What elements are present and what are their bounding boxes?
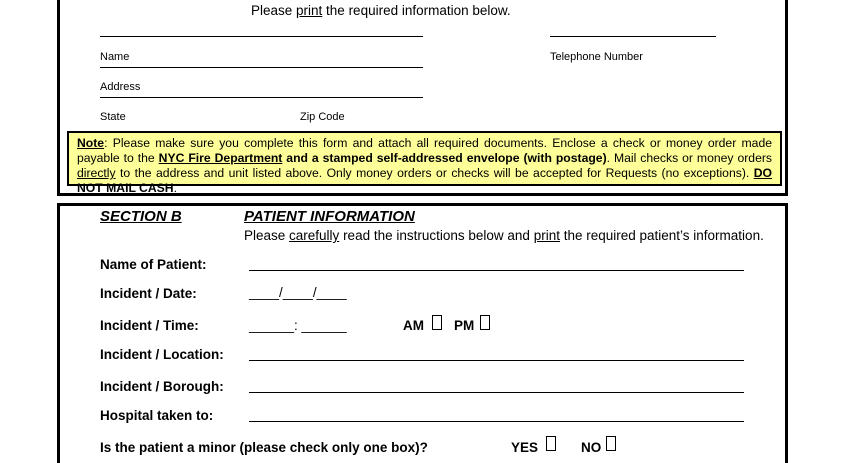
do-not-mail-cash: DO NOT MAIL CASH	[77, 166, 772, 195]
state-zip-field[interactable]	[100, 97, 423, 98]
fdny-text: NYC Fire Department	[158, 151, 283, 165]
section-b-title: PATIENT INFORMATION	[244, 208, 415, 225]
hospital-label: Hospital taken to:	[100, 408, 214, 423]
note-box: Note: Please make sure you complete this form and attach all required documents. Enclose a check or money order made payable to the NYC Fire Department and a stamped self-addressed envelope (with postage). Mail checks or money orders directly to the address and unit listed above. Only money orders or checks will be accepted for Requests (no exceptions). DO NOT MAIL CASH.	[67, 131, 782, 186]
am-label: AM	[403, 318, 424, 333]
name-field[interactable]	[100, 36, 423, 37]
incident-time-field[interactable]: ______: ______	[249, 318, 347, 333]
no-checkbox[interactable]	[606, 436, 616, 451]
note-label: Note	[77, 136, 105, 150]
hospital-field[interactable]	[249, 421, 744, 422]
incident-location-field[interactable]	[249, 360, 744, 361]
telephone-label: Telephone Number	[550, 51, 643, 63]
incident-borough-label: Incident / Borough:	[100, 379, 224, 394]
no-label: NO	[581, 440, 602, 455]
incident-location-label: Incident / Location:	[100, 347, 224, 362]
name-of-patient-field[interactable]	[249, 270, 744, 271]
minor-question-label: Is the patient a minor (please check only one box)?	[100, 440, 428, 455]
section-b-label: SECTION B	[100, 208, 182, 225]
pm-label: PM	[454, 318, 475, 333]
section-a-instruction: Please print the required information below.	[251, 3, 511, 18]
incident-time-label: Incident / Time:	[100, 318, 199, 333]
address-label: Address	[100, 81, 141, 93]
name-of-patient-label: Name of Patient:	[100, 257, 207, 272]
section-b-instruction: Please carefully read the instructions below and print the required patient’s information.	[244, 228, 764, 243]
am-checkbox[interactable]	[432, 315, 442, 330]
incident-borough-field[interactable]	[249, 392, 744, 393]
name-label: Name	[100, 51, 130, 63]
zip-label: Zip Code	[300, 111, 345, 123]
address-field[interactable]	[100, 67, 423, 68]
telephone-field[interactable]	[550, 36, 716, 37]
pm-checkbox[interactable]	[480, 315, 490, 330]
yes-checkbox[interactable]	[546, 436, 556, 451]
incident-date-label: Incident / Date:	[100, 286, 197, 301]
incident-date-field[interactable]: ____/____/____	[249, 285, 347, 300]
state-label: State	[100, 111, 126, 123]
yes-label: YES	[511, 440, 539, 455]
